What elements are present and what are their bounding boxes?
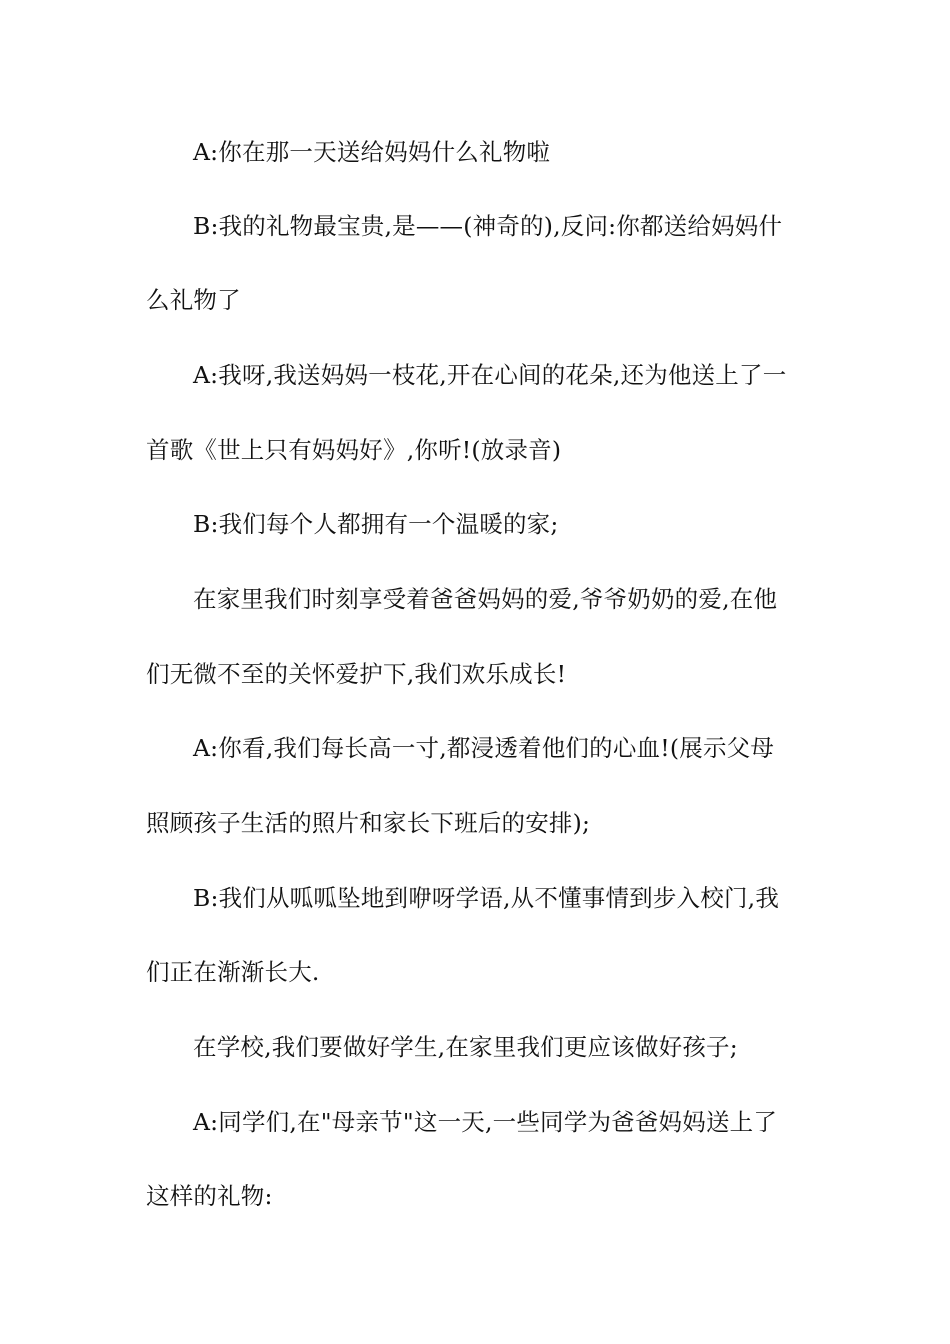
text-line: A:同学们,在"母亲节"这一天,一些同学为爸爸妈妈送上了 [193,1108,778,1136]
text-line: B:我们从呱呱坠地到咿呀学语,从不懂事情到步入校门,我 [193,884,780,912]
text-line: 在家里我们时刻享受着爸爸妈妈的爱,爷爷奶奶的爱,在他 [193,585,778,613]
text-line: 这样的礼物: [146,1182,273,1210]
text-line: 照顾孩子生活的照片和家长下班后的安排); [146,809,591,837]
text-line: 们正在渐渐长大. [146,958,320,986]
text-line: 么礼物了 [146,286,241,314]
text-line: B:我们每个人都拥有一个温暖的家; [193,510,559,538]
text-line: A:你在那一天送给妈妈什么礼物啦 [193,138,551,166]
text-line: B:我的礼物最宝贵,是——(神奇的),反问:你都送给妈妈什 [193,212,783,240]
text-line: A:我呀,我送妈妈一枝花,开在心间的花朵,还为他送上了一 [193,361,787,389]
text-line: 首歌《世上只有妈妈好》,你听!(放录音) [146,436,562,464]
text-line: 在学校,我们要做好学生,在家里我们更应该做好孩子; [193,1033,738,1061]
text-line: A:你看,我们每长高一寸,都浸透着他们的心血!(展示父母 [193,734,775,762]
text-line: 们无微不至的关怀爱护下,我们欢乐成长! [146,660,567,688]
